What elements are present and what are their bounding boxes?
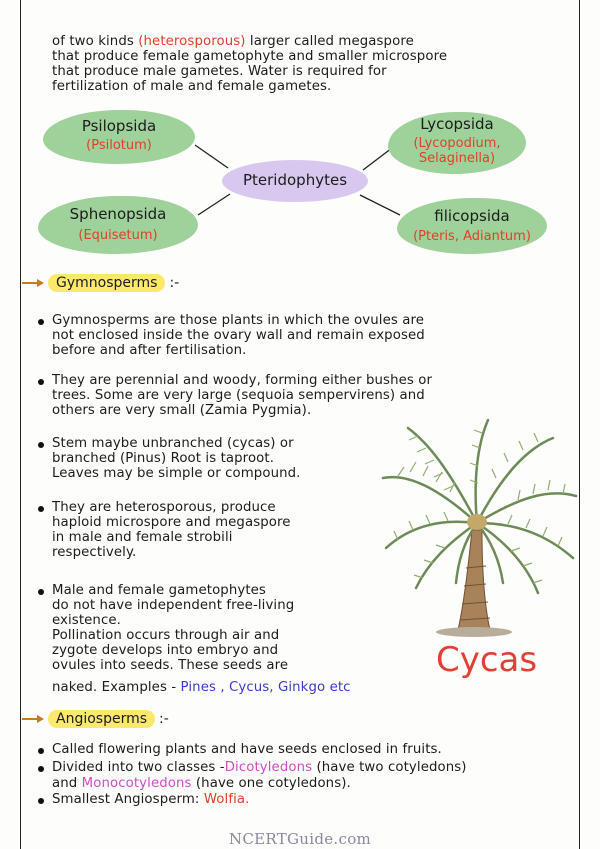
angio-b2-line-1: Divided into two classes -Dicotyledons (have two cotyledons) [52, 760, 467, 775]
angiosperms-heading-text: Angiosperms [48, 710, 155, 728]
gymno-p5-line-7: naked. Examples - Pines , Cycus, Ginkgo etc [52, 680, 351, 695]
bullet-dot [38, 589, 44, 595]
gymno-p3-line-3: Leaves may be simple or compound. [52, 466, 301, 481]
gymno-p1-line-1: Gymnosperms are those plants in which the ovules are [52, 313, 425, 328]
bullet-dot [38, 766, 44, 772]
dicotyledons-text: Dicotyledons [224, 760, 313, 775]
angiosperms-heading-suffix: :- [159, 711, 169, 727]
gymno-p2-line-1: They are perennial and woody, forming either bushes or [52, 373, 433, 388]
angiosperms-heading [22, 710, 169, 728]
angio-b1: Called flowering plants and have seeds enclosed in fruits. [52, 742, 442, 757]
wolfia-text: Wolfia. [203, 792, 250, 807]
gymno-p3-line-1: Stem maybe unbranched (cycas) or [52, 436, 294, 451]
gymno-p4-line-4: respectively. [52, 545, 137, 560]
node-psilopsida-example: (Psilotum) [86, 138, 152, 153]
gymno-p5-line-1: Male and female gametophytes [52, 583, 266, 598]
gymno-p5-line-3: existence. [52, 613, 121, 628]
gymno-p1-line-3: before and after fertilisation. [52, 343, 247, 358]
node-sphenopsida-example: (Equisetum) [78, 228, 158, 243]
arrow-right-icon [22, 278, 44, 288]
cycas-label: Cycas [436, 640, 538, 680]
gymnosperms-heading [22, 274, 179, 292]
angio-b2-line-2: and Monocotyledons (have one cotyledons). [52, 776, 351, 791]
bullet-dot [38, 748, 44, 754]
intro-line-2: that produce female gametophyte and smaller microspore [52, 49, 448, 64]
node-lycopsida-example-1: (Lycopodium, [413, 136, 501, 151]
gymno-p4-line-3: in male and female strobili [52, 530, 233, 545]
gymno-p1-line-2: not enclosed inside the ovary wall and remain exposed [52, 328, 425, 343]
node-lycopsida-example-2: Selaginella) [418, 151, 496, 166]
gymno-p4-line-1: They are heterosporous, produce [52, 500, 276, 515]
intro-line-3: that produce male gametes. Water is required for [52, 64, 387, 79]
node-sphenopsida-name: Sphenopsida [69, 205, 167, 223]
gymno-p5-line-5: zygote develops into embryo and [52, 643, 279, 658]
intro-line-4: fertilization of male and female gametes. [52, 79, 332, 94]
bullet-dot [38, 379, 44, 385]
gymno-p5-line-2: do not have independent free-living [52, 598, 295, 613]
gymnosperms-heading-suffix: :- [169, 275, 180, 291]
monocotyledons-text: Monocotyledons [81, 776, 192, 791]
angio-b3: Smallest Angiosperm: Wolfia. [52, 792, 250, 807]
gymno-p5-line-6: ovules into seeds. These seeds are [52, 658, 289, 673]
node-filicopsida-example: (Pteris, Adiantum) [413, 229, 531, 244]
bullet-dot [38, 798, 44, 804]
node-psilopsida-name: Psilopsida [81, 117, 157, 135]
gymno-examples: Pines , Cycus, Ginkgo etc [180, 680, 351, 695]
gymno-p3-line-2: branched (Pinus) Root is taproot. [52, 451, 275, 466]
gymnosperms-heading-text: Gymnosperms [48, 274, 165, 292]
footer-watermark: NCERTGuide.com [228, 830, 372, 848]
gymno-p5-line-4: Pollination occurs through air and [52, 628, 280, 643]
intro-line-1: of two kinds (heterosporous) larger called megaspore [52, 34, 414, 49]
node-pteridophytes-center: Pteridophytes [242, 171, 348, 189]
gymno-p2-line-3: others are very small (Zamia Pygmia). [52, 403, 312, 418]
bullet-dot [38, 442, 44, 448]
cycas-tree-illustration [378, 418, 578, 638]
node-lycopsida-name: Lycopsida [420, 115, 494, 133]
bullet-dot [38, 319, 44, 325]
arrow-right-icon [22, 714, 44, 724]
bullet-dot [38, 506, 44, 512]
gymno-p4-line-2: haploid microspore and megaspore [52, 515, 291, 530]
gymno-p2-line-2: trees. Some are very large (sequoia sempervirens) and [52, 388, 425, 403]
node-filicopsida-name: filicopsida [434, 207, 510, 225]
